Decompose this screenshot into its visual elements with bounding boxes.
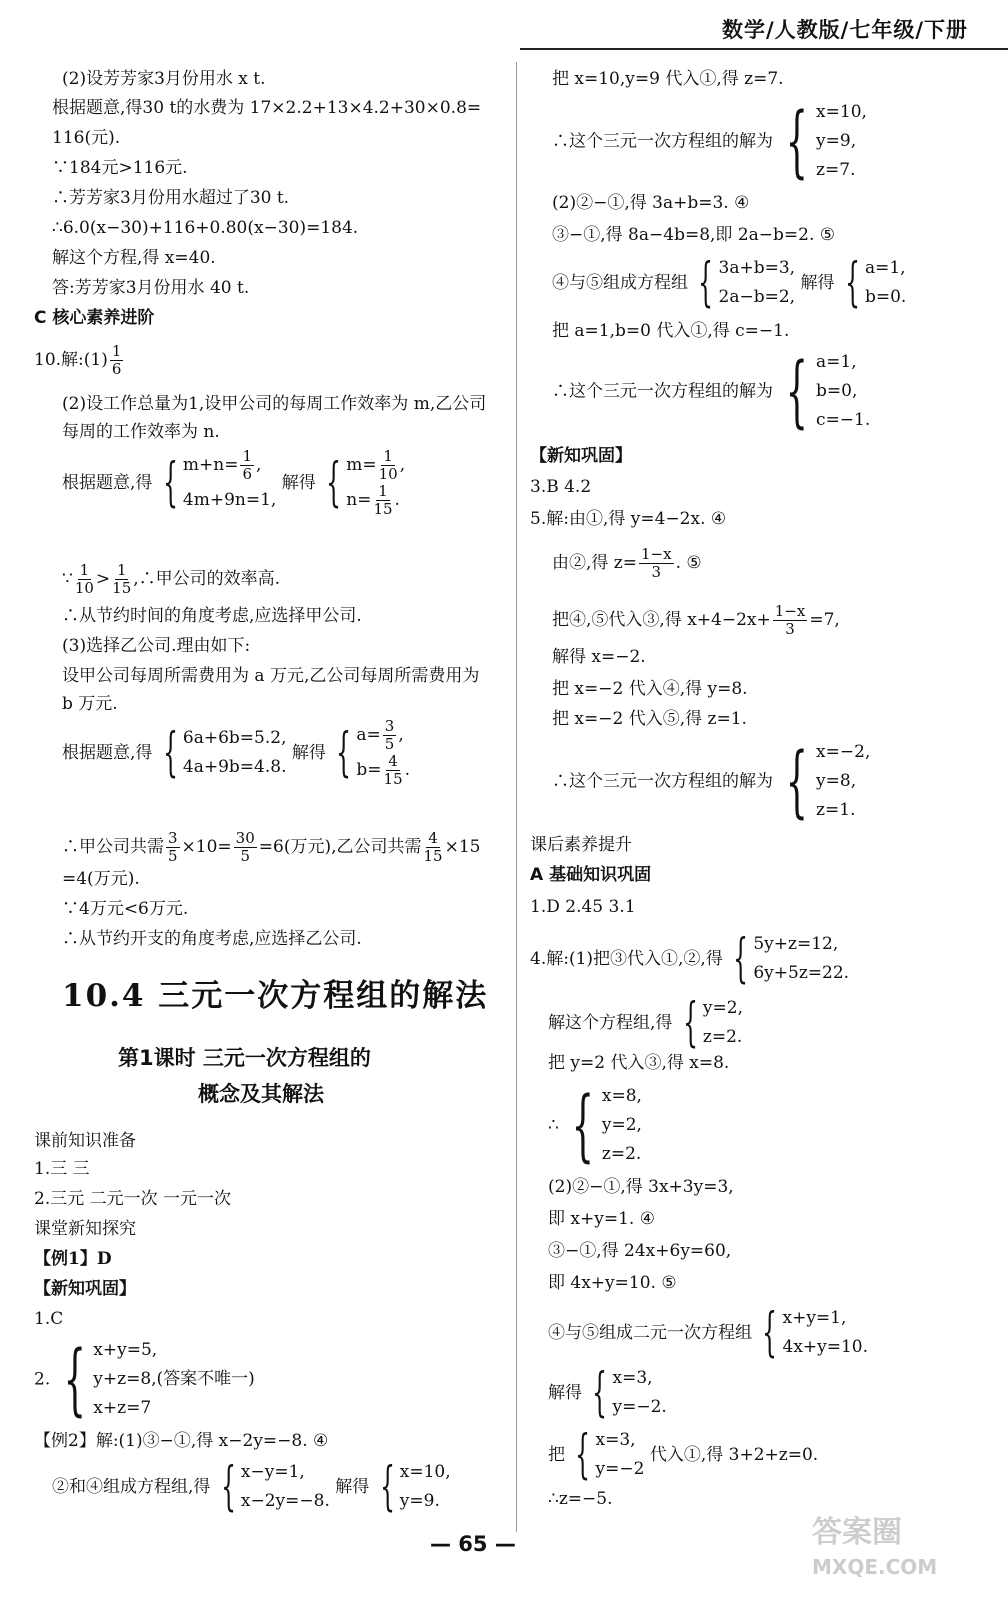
solution-system: ∴这个三元一次方程组的解为 { x=10, y=9, z=7. (552, 96, 867, 187)
answer-line: 把 x=10,y=9 代入①,得 z=7. (552, 69, 784, 89)
subsection-heading: 课后素养提升 (530, 835, 632, 855)
answer-line: 把④,⑤代入③,得 x+4−2x+ $\frac{1-x}{3}$ =7, (552, 602, 840, 638)
answer-line: (2)②−①,得 3x+3y=3, (548, 1177, 734, 1197)
consolidation-heading: 【新知巩固】 (530, 446, 632, 466)
q9-2-line: ∵184元>116元. (52, 158, 188, 178)
q9-2-line: 根据题意,得30 t的水费为 17×2.2+13×4.2+30×0.8= (52, 98, 482, 118)
q10-label: 10.解:(1) (34, 350, 108, 370)
q10-3-line: ∴从节约开支的角度考虑,应选择乙公司. (62, 929, 362, 949)
lesson-title: 概念及其解法 (198, 1082, 324, 1106)
answer-line: 把 x=−2 代入④,得 y=8. (552, 679, 748, 699)
q9-2-line: (2)设芳芳家3月份用水 x t. (62, 69, 266, 89)
q10-3-line: (3)选择乙公司.理由如下: (62, 636, 251, 656)
answer-line: ③−①,得 24x+6y=60, (548, 1241, 732, 1261)
consolidation-heading: 【新知巩固】 (34, 1279, 136, 1299)
solution-system: 解得 { x=3, y=−2. (548, 1363, 667, 1423)
watermark-logo: 答案圈 MXQE.COM (812, 1515, 938, 1579)
q10-3-system: 根据题意,得 { 6a+6b=5.2, 4a+9b=4.8. 解得 { a= $\frac{3}{5}$ , b= $\frac{4}{15}$ . (62, 717, 411, 788)
part-a-heading: A 基础知识巩固 (530, 865, 652, 885)
answer-line: (2)②−①,得 3a+b=3. ④ (552, 193, 750, 213)
answer-line: 1.D 2.45 3.1 (530, 897, 636, 917)
part-c-heading: C 核心素养进阶 (34, 308, 155, 328)
answer-line: 即 4x+y=10. ⑤ (548, 1273, 677, 1293)
q10-2-compare: ∵ $\frac{1}{10}$ > $\frac{1}{15}$ ,∴甲公司的效率高. (62, 561, 281, 597)
answer-line: 即 x+y=1. ④ (548, 1209, 655, 1229)
solution-system: 4.解:(1)把③代入①,②,得 { 5y+z=12, 6y+5z=22. (530, 929, 850, 989)
q9-2-line: ∴6.0(x−30)+116+0.80(x−30)=184. (52, 218, 359, 238)
q10-2-line: 每周的工作效率为 n. (62, 422, 220, 442)
fraction: $\frac{1}{6}$ (111, 342, 122, 378)
subsection-heading: 课前知识准备 (34, 1131, 136, 1151)
q10-3-line: ∵4万元<6万元. (62, 899, 189, 919)
q9-2-line: 116(元). (52, 128, 121, 148)
solution-system: 把 { x=3, y=−2 代入①,得 3+2+z=0. (548, 1425, 819, 1485)
example-2: 【例2】解:(1)③−①,得 x−2y=−8. ④ (34, 1431, 329, 1451)
answer-line: 由②,得 z= $\frac{1-x}{3}$ . ⑤ (552, 545, 702, 581)
q10-3-line: 设甲公司每周所需费用为 a 万元,乙公司每周所需费用为 (62, 666, 480, 686)
header-rule (520, 48, 1008, 50)
q10-3-line: b 万元. (62, 694, 118, 714)
q10-3-line: =4(万元). (62, 869, 140, 889)
q10-1 (34, 343, 125, 378)
solution-system: ④与⑤组成方程组 { 3a+b=3, 2a−b=2, 解得 { a=1, b=0. (552, 253, 907, 313)
q10-2-system: 根据题意,得 { m+n= $\frac{1}{6}$ , 4m+9n=1, 解得 { m= $\frac{1}{10}$ , n= $\frac{1}{15}$ . (62, 447, 406, 518)
answer-line: 解得 x=−2. (552, 647, 646, 667)
solution-system: ∴ { x=8, y=2, z=2. (548, 1080, 642, 1171)
q2-system: 2. { x+y=5, y+z=8,(答案不唯一) x+z=7 (34, 1334, 255, 1425)
answer-line: 把 y=2 代入③,得 x=8. (548, 1053, 730, 1073)
answer-line: 把 a=1,b=0 代入①,得 c=−1. (552, 321, 790, 341)
lesson-title: 第1课时 三元一次方程组的 (118, 1046, 371, 1070)
subsection-heading: 课堂新知探究 (34, 1219, 136, 1239)
answer-line: ③−①,得 8a−4b=8,即 2a−b=2. ⑤ (552, 225, 835, 245)
solution-system: ∴这个三元一次方程组的解为 { a=1, b=0, c=−1. (552, 346, 871, 437)
page-number: — 65 — (430, 1532, 516, 1556)
q9-2-line: 解这个方程,得 x=40. (52, 248, 216, 268)
q9-2-line: ∴芳芳家3月份用水超过了30 t. (52, 188, 290, 208)
answer-line: 5.解:由①,得 y=4−2x. ④ (530, 509, 727, 529)
page-header: 数学/人教版/七年级/下册 (721, 18, 968, 42)
answer-line: 2.三元 二元一次 一元一次 (34, 1189, 232, 1209)
answer-line: 3.B 4.2 (530, 477, 592, 497)
answer-line: 1.C (34, 1309, 64, 1329)
q10-2-line: (2)设工作总量为1,设甲公司的每周工作效率为 m,乙公司 (62, 394, 487, 414)
solution-system: ④与⑤组成二元一次方程组 { x+y=1, 4x+y=10. (548, 1303, 869, 1363)
solution-system: 解这个方程组,得 { y=2, z=2. (548, 993, 743, 1053)
answer-line: 1.三 三 (34, 1159, 90, 1179)
section-title: 10.4 三元一次方程组的解法 (62, 978, 489, 1014)
ex2-system: ②和④组成方程组,得 { x−y=1, x−2y=−8. 解得 { x=10, y=9. (52, 1457, 451, 1517)
answer-line: 把 x=−2 代入⑤,得 z=1. (552, 709, 747, 729)
q10-2-conclusion: ∴从节约时间的角度考虑,应选择甲公司. (62, 606, 362, 626)
example-label: 【例1】D (34, 1249, 112, 1269)
q10-3-cost: ∴甲公司共需 $\frac{3}{5}$ ×10= $\frac{30}{5}$ =6(万元),乙公司共需 $\frac{4}{15}$ ×15 (62, 829, 481, 865)
solution-system: ∴这个三元一次方程组的解为 { x=−2, y=8, z=1. (552, 736, 871, 827)
column-divider (516, 62, 517, 1532)
q9-2-line: 答:芳芳家3月份用水 40 t. (52, 278, 250, 298)
answer-line: ∴z=−5. (548, 1489, 613, 1509)
